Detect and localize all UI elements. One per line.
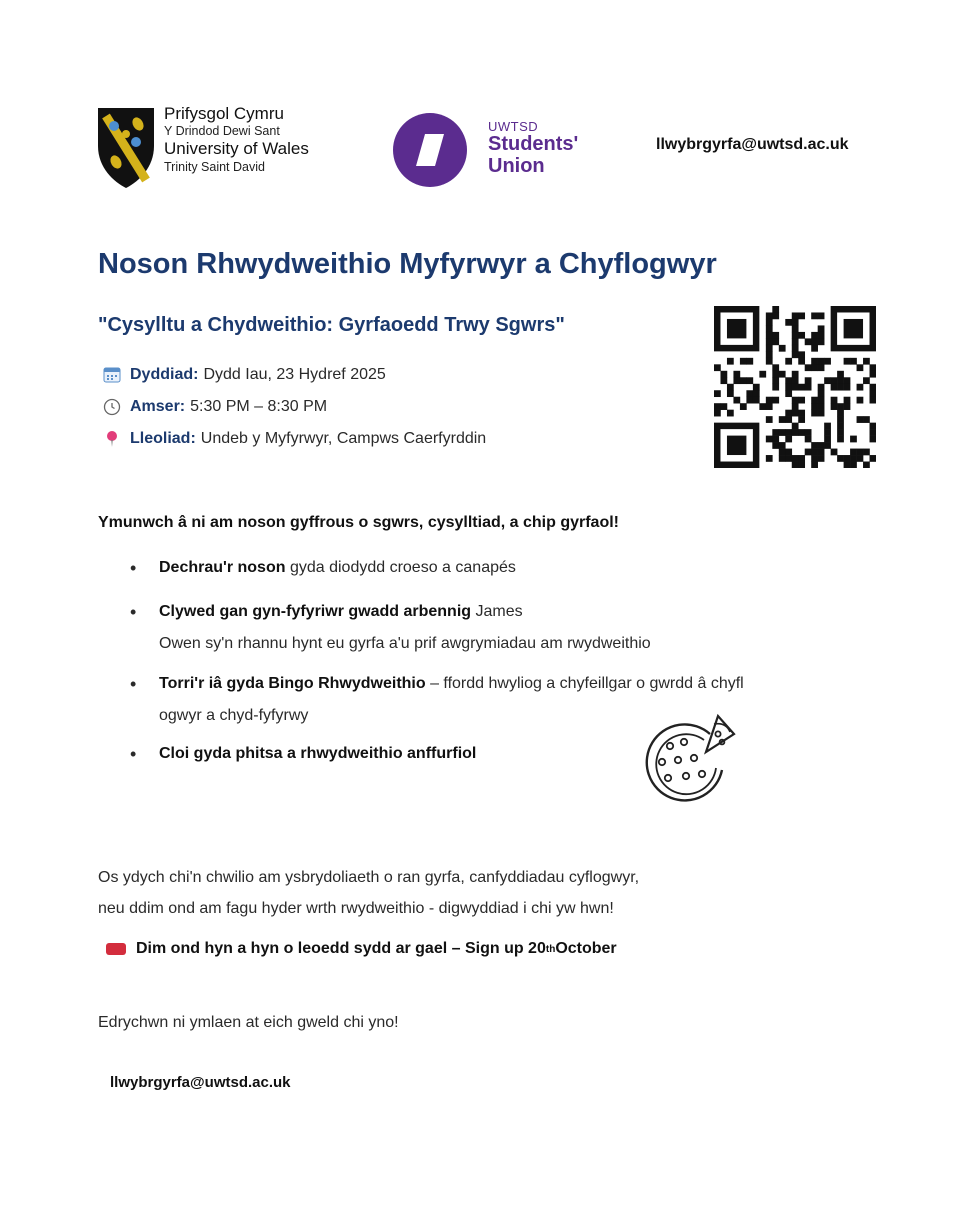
university-name-english: University of Wales — [164, 139, 309, 159]
university-subname-english: Trinity Saint David — [164, 159, 265, 174]
event-subtitle: "Cysylltu a Chydweithio: Gyrfaoedd Trwy Sgwrs" — [98, 314, 565, 336]
bullet-text-line2: Owen sy'n rhannu hynt eu gyrfa a'u prif awgrymiadau am rwydweithio — [159, 635, 651, 652]
bullet-text: gyda diodydd croeso a canapés — [285, 559, 516, 576]
intro-text: Ymunwch â ni am noson gyffrous o sgwrs, cysylltiad, a chip gyrfaol! — [98, 514, 619, 531]
university-name-welsh: Prifysgol Cymru — [164, 104, 284, 123]
students-union-logo — [392, 112, 612, 192]
description-paragraph — [98, 862, 798, 924]
bullet-text-line2: ogwyr a chyd-fyfyrwy — [159, 707, 309, 724]
date-label: Dyddiad: — [130, 366, 199, 383]
pizza-icon — [640, 712, 736, 808]
event-date — [102, 366, 386, 384]
paragraph-line2: neu ddim ond am fagu hyder wrth rwydweithio - digwyddiad i chi yw hwn! — [98, 900, 614, 917]
su-acronym: UWTSD — [488, 119, 539, 134]
university-logo — [96, 104, 356, 204]
bullet-bold: Clywed gan gyn-fyfyriwr gwadd arbennig — [159, 603, 472, 620]
ticket-icon — [106, 943, 126, 955]
bullet-bold: Cloi gyda phitsa a rhwydweithio anffurfiol — [159, 745, 477, 762]
location-label: Lleoliad: — [130, 430, 196, 447]
location-pin-icon — [102, 430, 122, 448]
calendar-icon — [102, 366, 122, 384]
qr-code-icon — [714, 306, 876, 468]
page-title: Noson Rhwydweithio Myfyrwyr a Chyflogwyr — [98, 248, 717, 280]
su-union: Union — [488, 154, 545, 177]
cta-text: Dim ond hyn a hyn o leoedd sydd ar gael – Sign up 20 — [136, 940, 546, 957]
cta-suffix: October — [555, 940, 617, 957]
signup-notice — [106, 940, 617, 958]
time-label: Amser: — [130, 398, 186, 415]
location-value: Undeb y Myfyrwyr, Campws Caerfyrddin — [200, 430, 487, 447]
pizza-illustration — [640, 712, 736, 808]
paragraph-line1: Os ydych chi'n chwilio am ysbrydoliaeth o ran gyrfa, canfyddiadau cyflogwyr, — [98, 869, 640, 886]
crest-icon — [96, 106, 156, 190]
cta-sup: th — [545, 943, 556, 955]
bullet-text: James — [471, 603, 523, 620]
students-union-logo-icon — [392, 112, 468, 188]
event-time — [102, 398, 327, 416]
su-students: Students' — [488, 133, 579, 156]
header-email[interactable]: llwybrgyrfa@uwtsd.ac.uk — [656, 136, 849, 153]
closing-text: Edrychwn ni ymlaen at eich gweld chi yno! — [98, 1014, 399, 1031]
bullet-bold: Dechrau'r noson — [159, 559, 286, 576]
time-value: 5:30 PM – 8:30 PM — [190, 398, 328, 415]
qr-code[interactable] — [714, 306, 876, 468]
bullet-text: – ffordd hwyliog a chyfeillgar o gwrdd â chyfl — [425, 675, 744, 692]
clock-icon — [102, 398, 122, 416]
event-location — [102, 430, 486, 448]
footer-email[interactable]: llwybrgyrfa@uwtsd.ac.uk — [110, 1074, 291, 1091]
date-value: Dydd Iau, 23 Hydref 2025 — [203, 366, 386, 383]
bullet-bold: Torri'r iâ gyda Bingo Rhwydweithio — [159, 675, 426, 692]
university-subname-welsh: Y Drindod Dewi Sant — [164, 124, 280, 139]
